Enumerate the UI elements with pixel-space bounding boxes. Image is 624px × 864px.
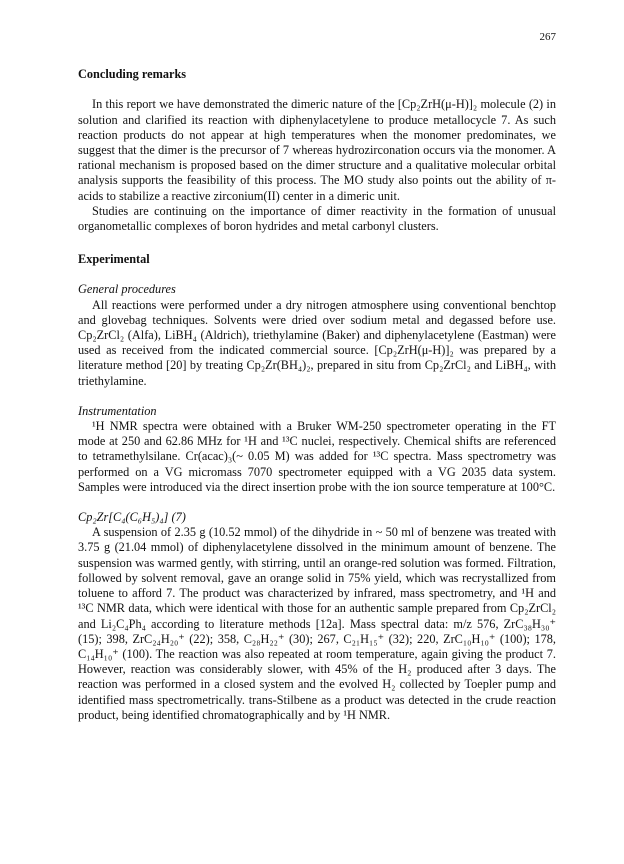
instrumentation-title: Instrumentation <box>78 403 157 418</box>
compound-7-title: Cp₂Zr[C₄(C₆H₅)₄] (7) <box>78 510 186 525</box>
general-procedures-text: All reactions were performed under a dry nitrogen atmosphere using conventional benchtop and glovebag techniques. Solvents were dried over sodium metal and degassed before use. Cp₂ZrCl₂ (Alfa), LiBH₄ (Aldrich), triethylamine (Baker) and diphenylacetylene (Eastman) were used as received from the indicated commercial source. [Cp₂ZrH(μ-H)]₂ was prepared by a literature method [20] by treating Cp₂Zr(BH₄)₂, prepared in situ from Cp₂ZrCl₂ and LiBH₄, with triethylamine. <box>78 297 556 388</box>
concluding-paragraph-2: Studies are continuing on the importance of dimer reactivity in the formation of unusual organometallic complexes of boron hydrides and metal carbonyl clusters. <box>78 203 556 234</box>
general-procedures-title: General procedures <box>78 282 176 297</box>
journal-page <box>78 30 556 723</box>
concluding-heading: Concluding remarks <box>78 67 187 82</box>
instrumentation-text: ¹H NMR spectra were obtained with a Bruker WM-250 spectrometer operating in the FT mode at 250 and 62.86 MHz for ¹H and ¹³C nuclei, respectively. Chemical shifts are referenced to tetramethylsilane. Cr(acac)₃(~ 0.05 M) was added for ¹³C spectra. Mass spectrometry was performed on a VG micromass 7070 spectrometer equipped with a VG 2035 data system. Samples were introduced via the direct insertion probe with the ion source temperature at 100°C. <box>78 419 556 494</box>
experimental-heading: Experimental <box>78 252 150 267</box>
page-number: 267 <box>539 31 556 43</box>
concluding-paragraph-1: In this report we have demonstrated the dimeric nature of the [Cp₂ZrH(μ-H)]₂ molecule (2) in solution and clarified its reaction with diphenylacetylene to produce metallocycle 7. As such reaction products do not appear at high temperatures when the monomer predominates, we suggest that the dimer is the precursor of 7 whereas hydrozirconation occurs via the monomer. A rational mechanism is proposed based on the dimer structure and a qualitative molecular orbital analysis supports the feasibility of this process. The MO study also points out the ability of π-acids to stabilize a reactive zirconium(II) center in a dimeric unit. <box>78 97 556 203</box>
compound-7-text: A suspension of 2.35 g (10.52 mmol) of the dihydride in ~ 50 ml of benzene was treated with 3.75 g (21.04 mmol) of diphenylacetylene dissolved in the minimum amount of benzene. The suspension was warmed gently, with stirring, until an orange-red solution was formed. Filtration, followed by solvent removal, gave an orange solid in 75% yield, which was recrystallized from toluene to afford 7. The product was characterized by infrared, mass spectrometry, and ¹H and ¹³C NMR data, which were identical with those for an authentic sample prepared from Cp₂ZrCl₂ and Li₂C₄Ph₄ according to literature methods [12a]. Mass spectral data: m/z 576, ZrC₃₈H₃₀⁺ (15); 398, ZrC₂₄H₂₀⁺ (22); 358, C₂₈H₂₂⁺ (30); 267, C₂₁H₁₅⁺ (32); 220, ZrC₁₀H₁₀⁺ (100); 178, C₁₄H₁₀⁺ (100). The reaction was also repeated at room temperature, again giving the product 7. However, reaction was considerably slower, with 45% of the H₂ produced after 3 days. The reaction was performed in a closed system and the evolved H₂ collected by Toepler pump and identified mass spectrometrically. trans-Stilbene as a product was detected in the crude reaction product, being identified chromatographically and by ¹H NMR. <box>78 525 556 722</box>
